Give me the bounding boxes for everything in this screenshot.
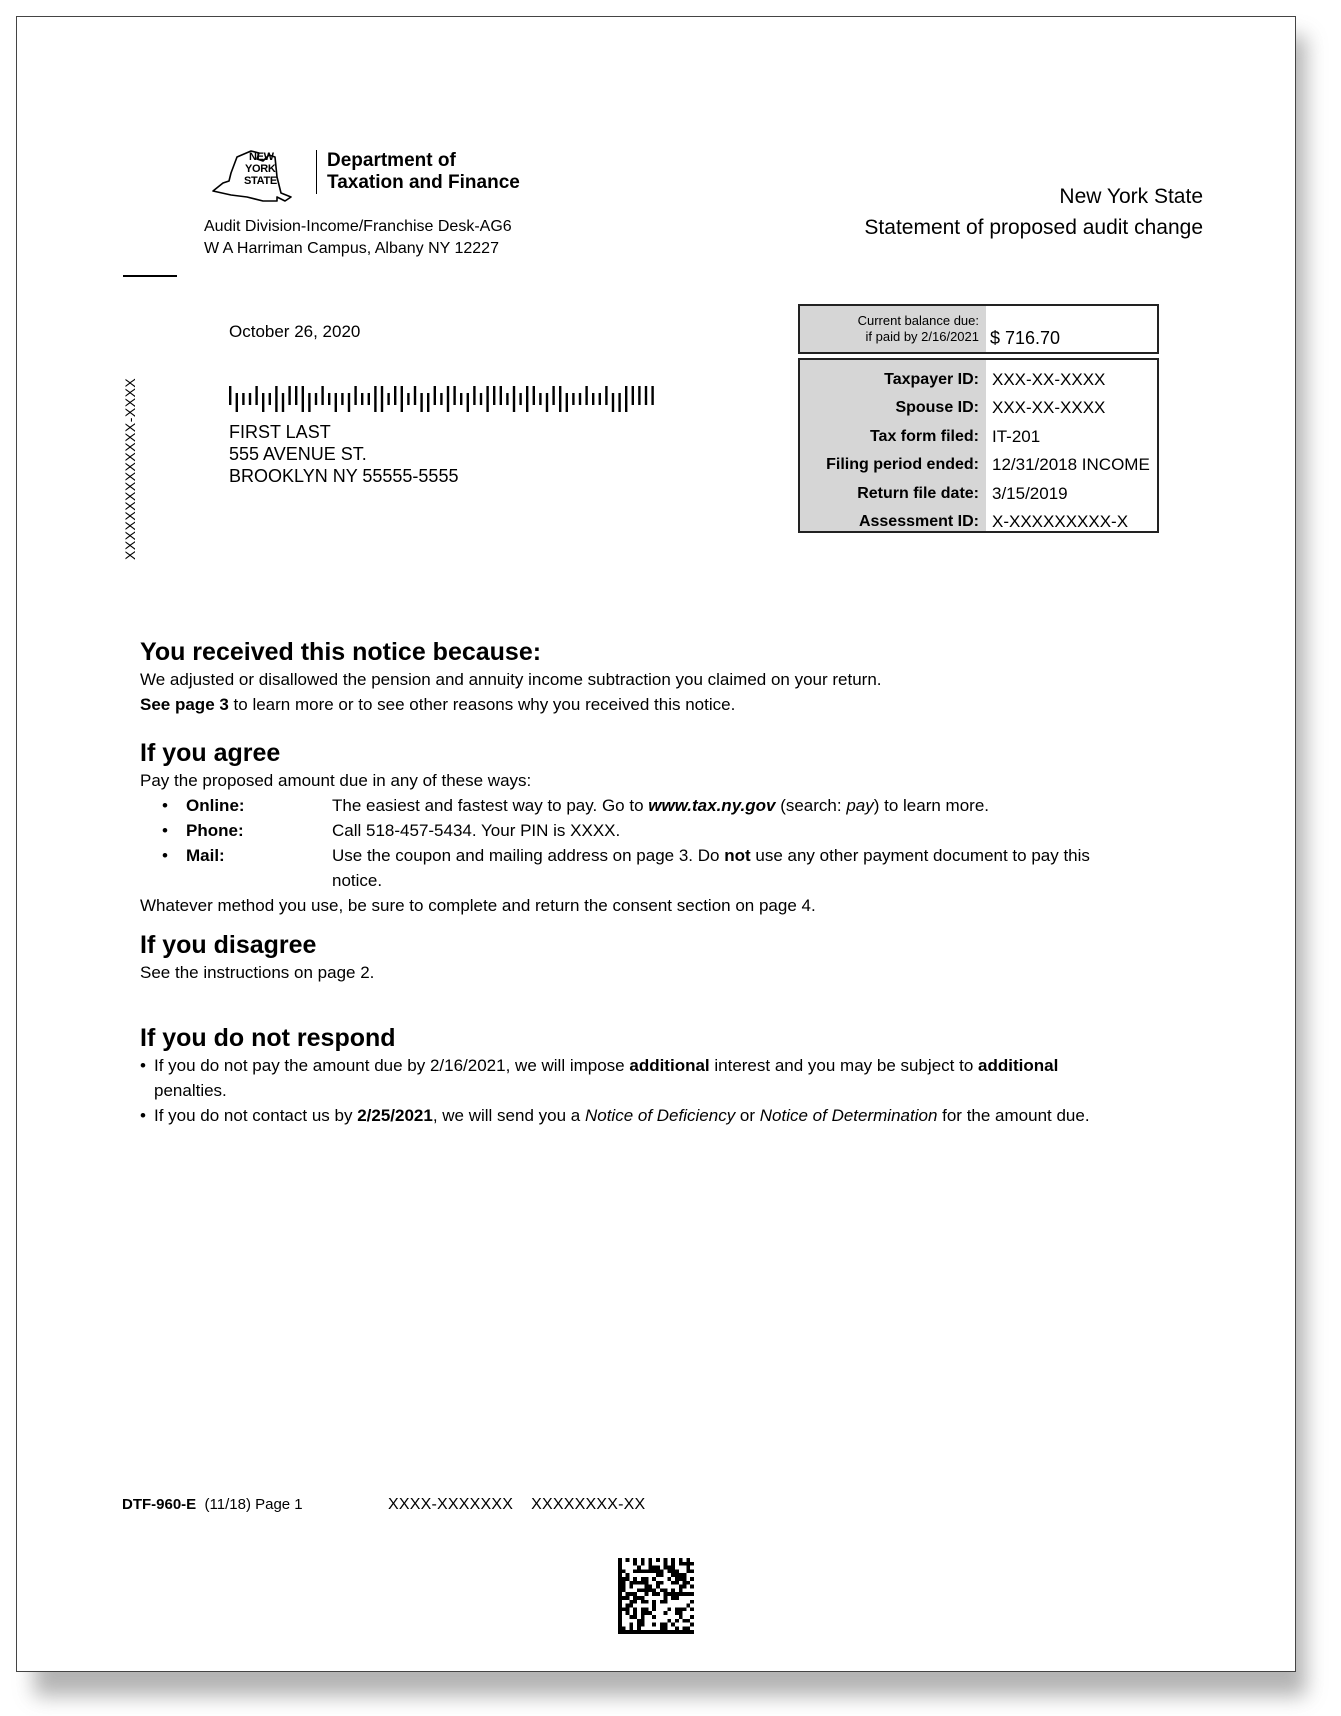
info-value: X-XXXXXXXXX-X: [992, 511, 1129, 531]
reason-heading: You received this notice because:: [140, 638, 542, 666]
department-line1: Department of: [327, 150, 456, 171]
no-response-bullet-1: [140, 1053, 1074, 1103]
taxpayer-info-values: [986, 360, 1150, 531]
2d-matrix-barcode: [618, 1558, 694, 1634]
reason-line2: [140, 692, 1140, 717]
department-name: [316, 150, 520, 194]
taxpayer-info-labels: [800, 360, 986, 531]
online-pre: The easiest and fastest way to pay. Go to: [332, 796, 649, 815]
mail-pre: Use the coupon and mailing address on page 3. Do: [332, 846, 725, 865]
balance-box: [798, 304, 1159, 354]
no-response-heading: If you do not respond: [140, 1024, 396, 1052]
see-page-3: See page 3: [140, 695, 229, 714]
logo-word-new: NEW: [249, 151, 274, 163]
b2-post: for the amount due.: [937, 1106, 1090, 1125]
form-id: DTF-960-E: [122, 1496, 197, 1513]
side-control-code: [122, 377, 140, 560]
disagree-heading: If you disagree: [140, 931, 317, 959]
recipient-street: 555 AVENUE ST.: [229, 444, 367, 464]
bullet: •: [162, 796, 168, 815]
balance-amount: $ 716.70: [990, 328, 1061, 348]
info-value: XXX-XX-XXXX: [992, 398, 1106, 418]
recipient-name: FIRST LAST: [229, 422, 331, 442]
online-mid: (search:: [775, 796, 847, 815]
department-line2: Taxation and Finance: [327, 172, 520, 193]
online-label: Online:: [186, 796, 245, 815]
mail-not: not: [724, 846, 751, 865]
mail-text: [332, 843, 1132, 893]
document-title: [864, 181, 1203, 243]
balance-label-line1: Current balance due:: [857, 313, 979, 328]
b2-date: 2/25/2021: [357, 1106, 433, 1125]
bullet: •: [140, 1106, 146, 1125]
info-label: Taxpayer ID:: [884, 371, 979, 388]
ny-state-map-logo: [207, 147, 297, 209]
pay-option-phone: [140, 818, 1140, 843]
disagree-section: [140, 930, 1140, 985]
postal-barcode: [229, 386, 659, 412]
notice-date: October 26, 2020: [229, 322, 361, 341]
online-post: ) to learn more.: [873, 796, 990, 815]
agree-section: [140, 738, 1140, 918]
online-search-term: pay: [846, 796, 874, 815]
online-text: [332, 793, 1140, 818]
bullet: •: [140, 1056, 146, 1075]
recipient-city: BROOKLYN NY 55555-5555: [229, 466, 459, 486]
phone-text: Call 518-457-5434. Your PIN is XXXX.: [332, 821, 621, 840]
info-value: XXX-XX-XXXX: [992, 370, 1106, 389]
document-title-line1: New York State: [1059, 185, 1203, 208]
agree-closing: Whatever method you use, be sure to complete and return the consent section on page 4.: [140, 896, 816, 915]
balance-label: [800, 306, 986, 352]
no-response-section: [140, 1023, 1140, 1128]
fold-mark: [123, 275, 177, 277]
footer-code-2: XXXXXXXX-XX: [531, 1496, 646, 1513]
agency-address-line2: W A Harriman Campus, Albany NY 12227: [204, 240, 499, 257]
mail-label: Mail:: [186, 846, 225, 865]
form-version-page: (11/18) Page 1: [196, 1496, 303, 1513]
b1-pre: If you do not pay the amount due by 2/16/2021, we will impose: [154, 1056, 630, 1075]
info-value: 3/15/2019: [992, 483, 1068, 503]
b2-notice-deficiency: Notice of Deficiency: [584, 1106, 736, 1125]
pay-option-online: [140, 793, 1140, 818]
b2-pre: If you do not contact us by: [154, 1106, 358, 1125]
agency-address: [204, 216, 512, 260]
tax-website-link[interactable]: www.tax.ny.gov: [648, 796, 776, 815]
b2-notice-determination: Notice of Determination: [759, 1106, 938, 1125]
b2-or: or: [735, 1106, 760, 1125]
b1-additional-2: additional: [978, 1056, 1059, 1075]
document-title-line2: Statement of proposed audit change: [864, 216, 1203, 239]
agree-heading: If you agree: [140, 739, 281, 767]
bullet: •: [162, 821, 168, 840]
info-label: Tax form filed:: [869, 427, 979, 445]
b2-mid: , we will send you a: [432, 1106, 585, 1125]
reason-section: [140, 637, 1140, 717]
reason-line1: We adjusted or disallowed the pension and annuity income subtraction you claimed on your return.: [140, 670, 882, 689]
pay-option-mail: [140, 843, 1140, 893]
side-control-code-text: XXXXXXXXXXXXXX-XXXX: [122, 377, 138, 560]
info-value: 12/31/2018 INCOME: [992, 455, 1150, 475]
mail-post: use any other payment document to pay this notice.: [332, 846, 1090, 890]
footer-code-1: XXXX-XXXXXXX: [388, 1496, 514, 1513]
disagree-text: See the instructions on page 2.: [140, 963, 375, 982]
info-label: Filing period ended:: [826, 456, 979, 474]
b1-mid: interest and you may be subject to: [709, 1056, 979, 1075]
b1-additional-1: additional: [629, 1056, 710, 1075]
agency-address-line1: Audit Division-Income/Franchise Desk-AG6: [204, 218, 512, 235]
info-label: Return file date:: [857, 484, 979, 502]
info-label: Spouse ID:: [895, 399, 979, 417]
recipient-address: [229, 421, 458, 487]
taxpayer-info-box: [798, 358, 1159, 533]
logo-word-york: YORK: [245, 163, 276, 175]
bullet: •: [162, 846, 168, 865]
agree-intro: Pay the proposed amount due in any of these ways:: [140, 771, 532, 790]
info-value: IT-201: [992, 426, 1041, 446]
logo-word-state: STATE: [244, 175, 277, 187]
phone-label: Phone:: [186, 821, 244, 840]
footer-codes: [388, 1496, 645, 1514]
no-response-bullet-2: [140, 1103, 1114, 1128]
info-label: Assessment ID:: [858, 512, 979, 530]
balance-label-line2: if paid by 2/16/2021: [865, 329, 979, 344]
form-footer: [122, 1496, 303, 1513]
b1-post: penalties.: [154, 1081, 227, 1100]
reason-line2-rest: to learn more or to see other reasons why you received this notice.: [228, 695, 736, 714]
